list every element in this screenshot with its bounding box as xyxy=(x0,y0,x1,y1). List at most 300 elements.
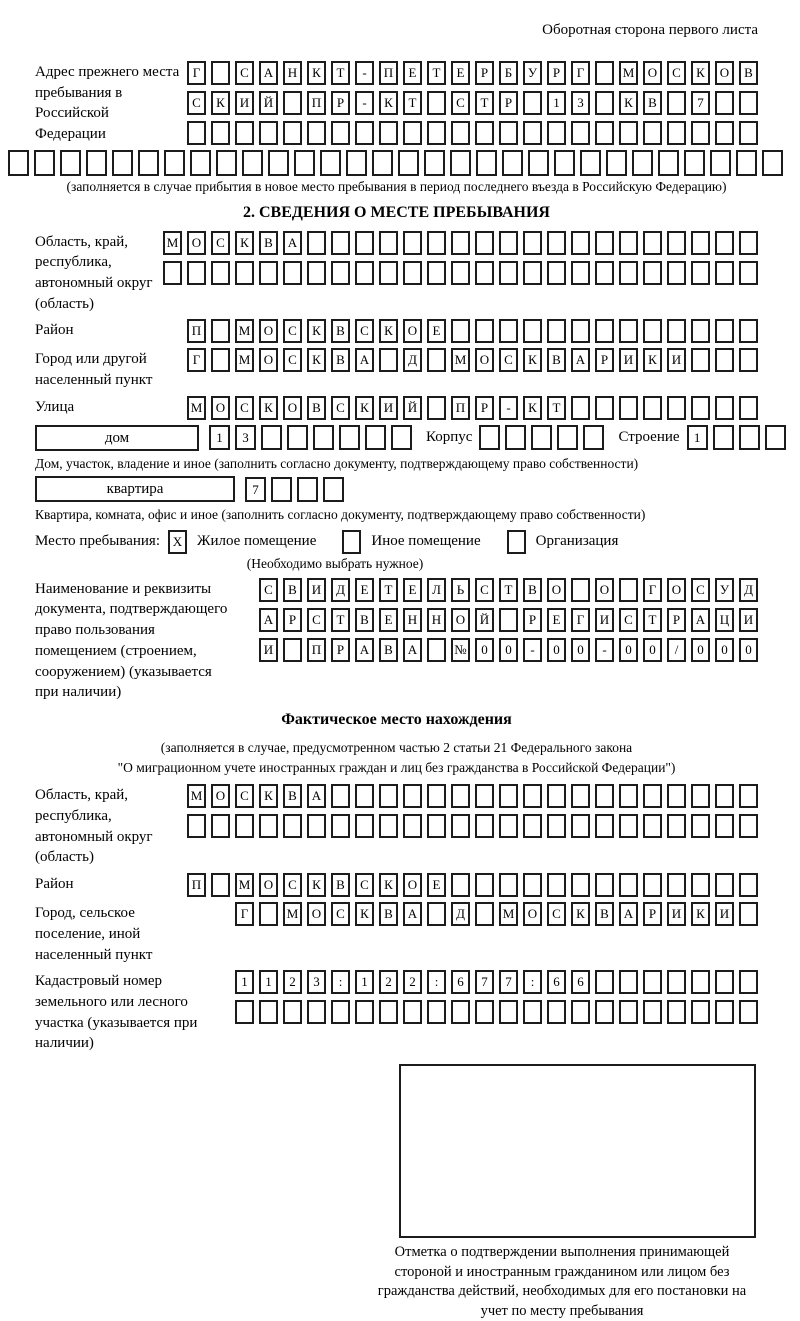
char-box xyxy=(667,91,686,115)
char-box: Н xyxy=(403,608,422,632)
char-grid xyxy=(687,425,786,450)
char-box xyxy=(211,61,230,85)
char-grid xyxy=(8,150,758,176)
char-box xyxy=(216,150,237,176)
char-box xyxy=(355,814,374,838)
char-box xyxy=(86,150,107,176)
char-box: П xyxy=(187,319,206,343)
section2-title: 2. СВЕДЕНИЯ О МЕСТЕ ПРЕБЫВАНИЯ xyxy=(243,203,550,221)
char-box: О xyxy=(523,902,542,926)
char-box xyxy=(713,425,734,450)
char-box xyxy=(715,873,734,897)
char-box: Й xyxy=(259,91,278,115)
stay-option-checkbox-other xyxy=(342,530,361,554)
cadastral-label: Кадастровый номер земельного или лесного участка (указывается при наличии) xyxy=(35,973,198,1052)
char-box: А xyxy=(403,638,422,662)
char-box xyxy=(619,970,638,994)
char-box xyxy=(523,231,542,255)
char-box: - xyxy=(595,638,614,662)
char-box xyxy=(379,784,398,808)
char-box xyxy=(331,261,350,285)
char-box xyxy=(499,231,518,255)
char-box xyxy=(619,319,638,343)
char-grid xyxy=(187,61,758,85)
char-box xyxy=(211,873,230,897)
char-box: 7 xyxy=(475,970,494,994)
char-box xyxy=(595,319,614,343)
char-box xyxy=(547,814,566,838)
char-box: 3 xyxy=(571,91,590,115)
char-box xyxy=(736,150,757,176)
char-box xyxy=(571,873,590,897)
char-box: 1 xyxy=(235,970,254,994)
char-box: С xyxy=(331,396,350,420)
actual-district-label: Район xyxy=(35,876,74,893)
char-box: 0 xyxy=(715,638,734,662)
char-box: Л xyxy=(427,578,446,602)
char-box: 1 xyxy=(259,970,278,994)
char-box: Е xyxy=(451,61,470,85)
char-box xyxy=(372,150,393,176)
house-widebox: дом xyxy=(35,425,199,451)
char-box: С xyxy=(355,319,374,343)
char-box: С xyxy=(235,396,254,420)
char-box: К xyxy=(523,348,542,372)
char-box: 0 xyxy=(691,638,710,662)
char-box: Р xyxy=(667,608,686,632)
char-box xyxy=(619,873,638,897)
char-box: С xyxy=(355,873,374,897)
char-box: И xyxy=(667,902,686,926)
char-box: Е xyxy=(427,873,446,897)
char-box: И xyxy=(235,91,254,115)
char-box: 1 xyxy=(209,425,230,450)
char-box xyxy=(331,784,350,808)
char-box xyxy=(643,261,662,285)
char-box xyxy=(379,231,398,255)
char-grid xyxy=(235,902,758,926)
char-box xyxy=(595,1000,614,1024)
char-box: Г xyxy=(187,348,206,372)
char-box xyxy=(499,873,518,897)
char-box xyxy=(715,91,734,115)
char-box xyxy=(691,261,710,285)
actual-region-label: Область, край, республика, автономный округ (область) xyxy=(35,787,153,866)
char-box: А xyxy=(259,61,278,85)
char-box xyxy=(283,814,302,838)
char-box: Р xyxy=(499,91,518,115)
char-grid xyxy=(235,1000,758,1024)
char-box xyxy=(451,784,470,808)
char-box: У xyxy=(715,578,734,602)
char-box: Н xyxy=(283,61,302,85)
char-box xyxy=(643,231,662,255)
char-box: Е xyxy=(379,608,398,632)
char-box: Д xyxy=(331,578,350,602)
char-box: В xyxy=(331,873,350,897)
char-box xyxy=(499,608,518,632)
char-box: А xyxy=(355,638,374,662)
char-box xyxy=(287,425,308,450)
char-box xyxy=(499,814,518,838)
char-box: К xyxy=(259,784,278,808)
char-box: С xyxy=(475,578,494,602)
char-grid xyxy=(163,261,758,285)
char-box: О xyxy=(403,873,422,897)
char-box xyxy=(235,121,254,145)
region-field xyxy=(35,231,758,315)
char-box: О xyxy=(715,61,734,85)
char-box: С xyxy=(283,348,302,372)
char-box: М xyxy=(499,902,518,926)
char-box xyxy=(475,121,494,145)
char-box: О xyxy=(187,231,206,255)
char-box: Т xyxy=(403,91,422,115)
char-box xyxy=(427,902,446,926)
flat-caption: Квартира, комната, офис и иное (заполнить согласно документу, подтверждающему право собственности) xyxy=(35,507,646,523)
stay-type-label: Место пребывания: xyxy=(35,533,160,550)
char-box: Р xyxy=(331,638,350,662)
char-box: М xyxy=(619,61,638,85)
char-box xyxy=(765,425,786,450)
char-box: К xyxy=(355,902,374,926)
char-box xyxy=(320,150,341,176)
char-box: С xyxy=(187,91,206,115)
char-box: В xyxy=(283,784,302,808)
char-box: С xyxy=(211,231,230,255)
char-box xyxy=(475,261,494,285)
char-box: К xyxy=(307,873,326,897)
char-box xyxy=(8,150,29,176)
char-box: С xyxy=(307,608,326,632)
char-box xyxy=(403,814,422,838)
char-box xyxy=(571,578,590,602)
char-box xyxy=(476,150,497,176)
char-grid xyxy=(187,814,758,838)
char-box xyxy=(323,477,344,502)
char-box: Е xyxy=(355,578,374,602)
char-box: 7 xyxy=(245,477,266,502)
char-box: М xyxy=(283,902,302,926)
char-box: И xyxy=(667,348,686,372)
char-box xyxy=(211,814,230,838)
char-box xyxy=(450,150,471,176)
char-box: К xyxy=(379,91,398,115)
char-box xyxy=(451,319,470,343)
char-box xyxy=(643,970,662,994)
stamp-caption: Отметка о подтверждении выполнения принимающей стороной и иностранным гражданином или лицом без гражданства действий, необходимых для его постановки на учет по месту пребывания xyxy=(377,1243,747,1319)
char-box xyxy=(475,231,494,255)
char-box xyxy=(595,231,614,255)
char-box xyxy=(739,319,758,343)
char-box: И xyxy=(595,608,614,632)
char-box: Р xyxy=(331,91,350,115)
stay-type-note: (Необходимо выбрать нужное) xyxy=(246,555,424,571)
char-box: С xyxy=(499,348,518,372)
char-box xyxy=(643,121,662,145)
char-box: : xyxy=(523,970,542,994)
char-box: Г xyxy=(571,61,590,85)
char-box: Е xyxy=(547,608,566,632)
char-box: Е xyxy=(403,578,422,602)
char-box xyxy=(403,261,422,285)
char-box xyxy=(523,91,542,115)
char-box xyxy=(547,873,566,897)
actual-region-field xyxy=(35,784,758,868)
char-box xyxy=(479,425,500,450)
char-box: 0 xyxy=(475,638,494,662)
char-box: 3 xyxy=(235,425,256,450)
char-box xyxy=(307,814,326,838)
char-box: О xyxy=(595,578,614,602)
char-box: К xyxy=(379,319,398,343)
char-box xyxy=(547,121,566,145)
char-box: О xyxy=(643,61,662,85)
char-box: К xyxy=(571,902,590,926)
char-box: Р xyxy=(475,396,494,420)
char-box xyxy=(355,231,374,255)
char-box xyxy=(667,121,686,145)
char-grid xyxy=(259,578,758,602)
caption-line2: "О миграционном учете иностранных граждан и лиц без гражданства в Российской Федерации") xyxy=(117,760,676,776)
char-box xyxy=(739,121,758,145)
char-box xyxy=(739,1000,758,1024)
char-box xyxy=(547,1000,566,1024)
char-box: М xyxy=(163,231,182,255)
char-box xyxy=(632,150,653,176)
char-box: Т xyxy=(499,578,518,602)
document-rows xyxy=(259,578,758,662)
char-box xyxy=(595,784,614,808)
char-box xyxy=(523,873,542,897)
char-box: О xyxy=(211,396,230,420)
char-box: - xyxy=(499,396,518,420)
char-box xyxy=(451,814,470,838)
char-box xyxy=(505,425,526,450)
region-rows xyxy=(163,231,758,285)
char-box xyxy=(379,121,398,145)
char-box xyxy=(307,121,326,145)
char-box xyxy=(294,150,315,176)
char-box: Т xyxy=(379,578,398,602)
cadastral-field xyxy=(35,970,758,1054)
stroenie-label: Строение xyxy=(618,429,680,446)
char-box xyxy=(554,150,575,176)
char-box xyxy=(684,150,705,176)
char-box xyxy=(427,1000,446,1024)
char-box: С xyxy=(691,578,710,602)
char-box xyxy=(595,61,614,85)
street-field xyxy=(35,396,758,420)
char-box: Д xyxy=(739,578,758,602)
house-row xyxy=(35,425,758,451)
char-box xyxy=(187,121,206,145)
prev-address-caption: (заполняется в случае прибытия в новое место пребывания в период последнего въезда в Российскую Федерацию) xyxy=(66,179,727,194)
char-box xyxy=(235,261,254,285)
char-box: 7 xyxy=(691,91,710,115)
char-box: М xyxy=(187,784,206,808)
char-box: О xyxy=(667,578,686,602)
actual-location-caption xyxy=(35,738,758,779)
char-box xyxy=(355,1000,374,1024)
char-box xyxy=(339,425,360,450)
cadastral-rows xyxy=(235,970,758,1024)
char-box xyxy=(451,1000,470,1024)
district-label: Район xyxy=(35,322,74,339)
char-box xyxy=(283,261,302,285)
char-box: К xyxy=(259,396,278,420)
char-box xyxy=(691,814,710,838)
char-box xyxy=(595,396,614,420)
char-box xyxy=(391,425,412,450)
char-box xyxy=(715,970,734,994)
char-grid xyxy=(187,319,758,343)
char-box xyxy=(261,425,282,450)
char-box xyxy=(427,261,446,285)
char-box: 1 xyxy=(547,91,566,115)
char-box xyxy=(346,150,367,176)
char-box xyxy=(523,814,542,838)
stay-option-checkbox-residential: X xyxy=(168,530,187,554)
char-grid xyxy=(187,873,758,897)
char-grid xyxy=(187,784,758,808)
char-box xyxy=(619,396,638,420)
document-field xyxy=(35,578,758,703)
char-box xyxy=(211,121,230,145)
char-box: К xyxy=(307,348,326,372)
char-box: 7 xyxy=(499,970,518,994)
char-box xyxy=(739,261,758,285)
char-box: 2 xyxy=(283,970,302,994)
char-box: У xyxy=(523,61,542,85)
char-box: О xyxy=(259,319,278,343)
char-box xyxy=(643,396,662,420)
char-box xyxy=(619,231,638,255)
char-grid xyxy=(245,477,344,502)
char-box: И xyxy=(715,902,734,926)
char-box xyxy=(112,150,133,176)
char-box xyxy=(475,1000,494,1024)
char-box: И xyxy=(307,578,326,602)
char-box xyxy=(667,784,686,808)
char-box xyxy=(427,231,446,255)
char-box xyxy=(138,150,159,176)
char-box: 6 xyxy=(547,970,566,994)
char-box: Д xyxy=(403,348,422,372)
char-box xyxy=(403,1000,422,1024)
char-box xyxy=(739,814,758,838)
char-box xyxy=(427,121,446,145)
char-box xyxy=(715,396,734,420)
char-box xyxy=(268,150,289,176)
city-label: Город или другой населенный пункт xyxy=(35,351,153,388)
prev-address-field xyxy=(35,61,758,145)
char-box: А xyxy=(307,784,326,808)
char-grid xyxy=(479,425,604,450)
char-box xyxy=(499,319,518,343)
char-box: В xyxy=(523,578,542,602)
stamp-box xyxy=(399,1064,756,1238)
char-box: Г xyxy=(235,902,254,926)
char-box: А xyxy=(355,348,374,372)
char-box: С xyxy=(259,578,278,602)
char-box xyxy=(715,319,734,343)
char-grid xyxy=(235,970,758,994)
char-box xyxy=(190,150,211,176)
char-box: Р xyxy=(283,608,302,632)
char-box xyxy=(331,121,350,145)
char-box: Т xyxy=(547,396,566,420)
char-box xyxy=(523,1000,542,1024)
char-box xyxy=(739,970,758,994)
actual-city-label: Город, сельское поселение, иной населенный пункт xyxy=(35,905,153,963)
header-note: Оборотная сторона первого листа xyxy=(542,22,758,38)
char-box xyxy=(523,121,542,145)
char-box xyxy=(643,784,662,808)
char-box xyxy=(451,261,470,285)
char-box xyxy=(715,121,734,145)
char-box xyxy=(424,150,445,176)
actual-location-title: Фактическое место нахождения xyxy=(281,710,512,728)
stamp-area xyxy=(366,1064,758,1321)
char-box: Т xyxy=(331,61,350,85)
char-box: И xyxy=(619,348,638,372)
char-box xyxy=(715,261,734,285)
char-box xyxy=(571,814,590,838)
char-box xyxy=(499,1000,518,1024)
char-box: С xyxy=(547,902,566,926)
char-box: - xyxy=(355,91,374,115)
char-box xyxy=(739,784,758,808)
char-box xyxy=(619,578,638,602)
char-box xyxy=(502,150,523,176)
char-box xyxy=(715,1000,734,1024)
char-box xyxy=(643,873,662,897)
char-box: С xyxy=(235,784,254,808)
char-box: П xyxy=(379,61,398,85)
char-box: 2 xyxy=(379,970,398,994)
char-box: Е xyxy=(427,319,446,343)
char-box xyxy=(427,784,446,808)
char-box xyxy=(313,425,334,450)
char-box xyxy=(499,784,518,808)
char-box: Т xyxy=(427,61,446,85)
char-box xyxy=(667,396,686,420)
char-box xyxy=(595,970,614,994)
char-box: О xyxy=(475,348,494,372)
flat-widebox: квартира xyxy=(35,476,235,502)
char-box xyxy=(619,121,638,145)
char-box xyxy=(331,1000,350,1024)
char-box xyxy=(691,121,710,145)
char-box xyxy=(187,814,206,838)
char-box xyxy=(307,1000,326,1024)
char-box: К xyxy=(211,91,230,115)
char-box xyxy=(427,348,446,372)
char-box: К xyxy=(355,396,374,420)
char-box: К xyxy=(523,396,542,420)
char-grid xyxy=(209,425,412,450)
char-box xyxy=(531,425,552,450)
char-box xyxy=(595,873,614,897)
char-box: 0 xyxy=(643,638,662,662)
char-box xyxy=(619,1000,638,1024)
char-box: Г xyxy=(187,61,206,85)
char-box xyxy=(571,319,590,343)
char-box: А xyxy=(403,902,422,926)
char-box: - xyxy=(355,61,374,85)
char-box: 3 xyxy=(307,970,326,994)
